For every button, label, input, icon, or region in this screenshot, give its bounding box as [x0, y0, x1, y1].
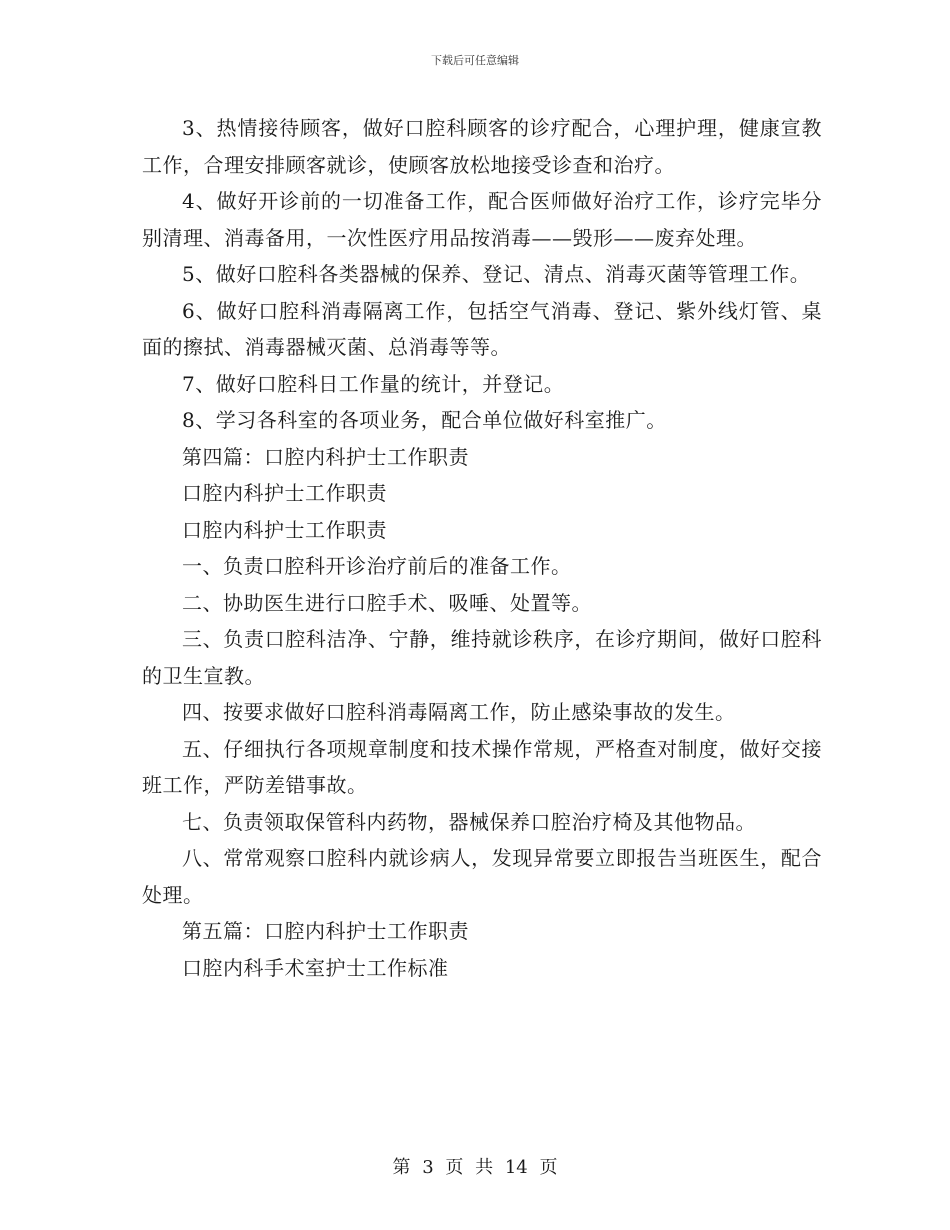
page-header: 下载后可任意编辑 [431, 54, 519, 67]
paragraph-4: 6、做好口腔科消毒隔离工作，包括空气消毒、登记、紫外线灯管、桌面的擦拭、消毒器械灭菌、总消毒等等。 [142, 298, 822, 359]
paragraph-1: 3、热情接待顾客，做好口腔科顾客的诊疗配合，心理护理，健康宣教工作，合理安排顾客就诊，使顾客放松地接受诊查和治疗。 [142, 116, 822, 177]
duty-item-1: 一、负责口腔科开诊治疗前后的准备工作。 [182, 554, 572, 578]
subheading-2: 口腔内科护士工作职责 [182, 517, 387, 542]
document-body [142, 110, 822, 986]
paragraph-6: 8、学习各科室的各项业务，配合单位做好科室推广。 [182, 408, 667, 432]
duty-item-7: 七、负责领取保管科内药物，器械保养口腔治疗椅及其他物品。 [182, 809, 756, 834]
paragraph-5: 7、做好口腔科日工作量的统计，并登记。 [182, 371, 565, 396]
section-heading-5: 第五篇：口腔内科护士工作职责 [182, 919, 469, 943]
paragraph-3: 5、做好口腔科各类器械的保养、登记、清点、消毒灭菌等管理工作。 [182, 262, 811, 286]
paragraph-2: 4、做好开诊前的一切准备工作，配合医师做好治疗工作，诊疗完毕分别清理、消毒备用，一次性医疗用品按消毒——毁形——废弃处理。 [142, 189, 822, 250]
subheading-1: 口腔内科护士工作职责 [182, 481, 387, 505]
subheading-3: 口腔内科手术室护士工作标准 [182, 955, 449, 980]
section-heading-4: 第四篇：口腔内科护士工作职责 [182, 444, 469, 469]
duty-item-8: 八、常常观察口腔科内就诊病人，发现异常要立即报告当班医生，配合处理。 [142, 846, 822, 907]
page-number: 第 3 页 共 14 页 [392, 1157, 558, 1178]
duty-item-2: 二、协助医生进行口腔手术、吸唾、处置等。 [182, 590, 592, 615]
duty-item-3: 三、负责口腔科洁净、宁静，维持就诊秩序，在诊疗期间，做好口腔科的卫生宣教。 [142, 627, 822, 688]
duty-item-4: 四、按要求做好口腔科消毒隔离工作，防止感染事故的发生。 [182, 700, 736, 724]
duty-item-5: 五、仔细执行各项规章制度和技术操作常规，严格查对制度，做好交接班工作，严防差错事故。 [142, 736, 822, 797]
